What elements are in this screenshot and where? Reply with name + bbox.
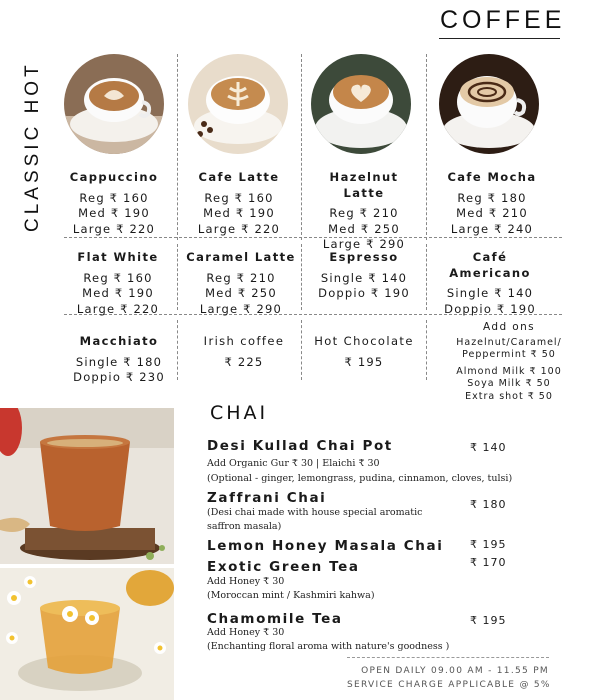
menu-item-cappuccino: Cappuccino Reg ₹ 160 Med ₹ 190 Large ₹ 220 bbox=[69, 170, 159, 236]
chai-item-name: Zaffrani Chai bbox=[207, 490, 327, 506]
section-label-classic-hot: CLASSIC HOT bbox=[22, 61, 43, 232]
column-divider bbox=[426, 320, 427, 380]
chai-item-price: ₹ 195 bbox=[470, 614, 507, 627]
menu-item-espresso: Espresso Single ₹ 140 Doppio ₹ 190 bbox=[318, 250, 410, 300]
menu-title: COFFEE bbox=[440, 6, 566, 34]
menu-item-cafe-latte: Cafe Latte Reg ₹ 160 Med ₹ 190 Large ₹ 220 bbox=[197, 170, 281, 236]
column-divider bbox=[301, 320, 302, 380]
chai-item-price: ₹ 195 bbox=[470, 538, 507, 551]
chai-item-note: Add Organic Gur ₹ 30 | Elaichi ₹ 30 bbox=[207, 458, 380, 469]
hazelnut-latte-photo bbox=[311, 54, 411, 154]
kullad-chai-photo bbox=[0, 408, 174, 564]
chai-item-note: Add Honey ₹ 30 bbox=[207, 576, 285, 587]
service-charge-note: SERVICE CHARGE APPLICABLE @ 5% bbox=[347, 680, 551, 690]
chai-item-note: Add Honey ₹ 30 bbox=[207, 627, 285, 638]
chai-item-name: Desi Kullad Chai Pot bbox=[207, 438, 393, 454]
cafe-mocha-photo bbox=[439, 54, 539, 154]
chai-item-note: (Enchanting floral aroma with nature's goodness ) bbox=[207, 641, 450, 652]
column-divider bbox=[177, 320, 178, 380]
column-divider bbox=[177, 54, 178, 240]
menu-item-cafe-mocha: Cafe Mocha Reg ₹ 180 Med ₹ 210 Large ₹ 240 bbox=[447, 170, 537, 236]
addons-block: Add ons Hazelnut/Caramel/ Peppermint ₹ 50 Almond Milk ₹ 100 Soya Milk ₹ 50 Extra shot ₹ 50 bbox=[456, 321, 562, 402]
chai-item-note: saffron masala) bbox=[207, 521, 282, 532]
menu-item-macchiato: Macchiato Single ₹ 180 Doppio ₹ 230 bbox=[73, 334, 165, 384]
chai-item-price: ₹ 170 bbox=[470, 556, 507, 569]
chai-item-note: (Moroccan mint / Kashmiri kahwa) bbox=[207, 590, 375, 601]
chai-item-price: ₹ 140 bbox=[470, 441, 507, 454]
menu-item-hot-chocolate: Hot Chocolate ₹ 195 bbox=[314, 334, 414, 369]
chai-section-title: CHAI bbox=[210, 402, 269, 424]
chai-item-name: Lemon Honey Masala Chai bbox=[207, 538, 444, 554]
chai-item-name: Chamomile Tea bbox=[207, 611, 343, 627]
chai-item-note: (Optional - ginger, lemongrass, pudina, cinnamon, cloves, tulsi) bbox=[207, 473, 513, 484]
chai-item-note: (Desi chai made with house special aromatic bbox=[207, 507, 423, 518]
chai-item-name: Exotic Green Tea bbox=[207, 559, 360, 575]
column-divider bbox=[426, 244, 427, 310]
title-underline bbox=[439, 38, 560, 39]
menu-item-irish-coffee: Irish coffee ₹ 225 bbox=[203, 334, 285, 369]
menu-item-caramel-latte: Caramel Latte Reg ₹ 210 Med ₹ 250 Large ₹ 290 bbox=[186, 250, 296, 316]
chai-item-price: ₹ 180 bbox=[470, 498, 507, 511]
cafe-latte-photo bbox=[188, 54, 288, 154]
cappuccino-photo bbox=[64, 54, 164, 154]
column-divider bbox=[301, 244, 302, 310]
column-divider bbox=[301, 54, 302, 240]
menu-item-flat-white: Flat White Reg ₹ 160 Med ₹ 190 Large ₹ 220 bbox=[76, 250, 160, 316]
menu-item-cafe-americano: Café Americano Single ₹ 140 Doppio ₹ 190 bbox=[444, 250, 536, 316]
footer-divider bbox=[347, 657, 549, 658]
opening-hours: OPEN DAILY 09.00 AM - 11.55 PM bbox=[361, 666, 549, 676]
column-divider bbox=[177, 244, 178, 310]
chamomile-tea-photo bbox=[0, 568, 174, 700]
menu-item-hazelnut-latte: Hazelnut Latte Reg ₹ 210 Med ₹ 250 Large ₹ 290 bbox=[322, 170, 406, 251]
column-divider bbox=[426, 54, 427, 240]
